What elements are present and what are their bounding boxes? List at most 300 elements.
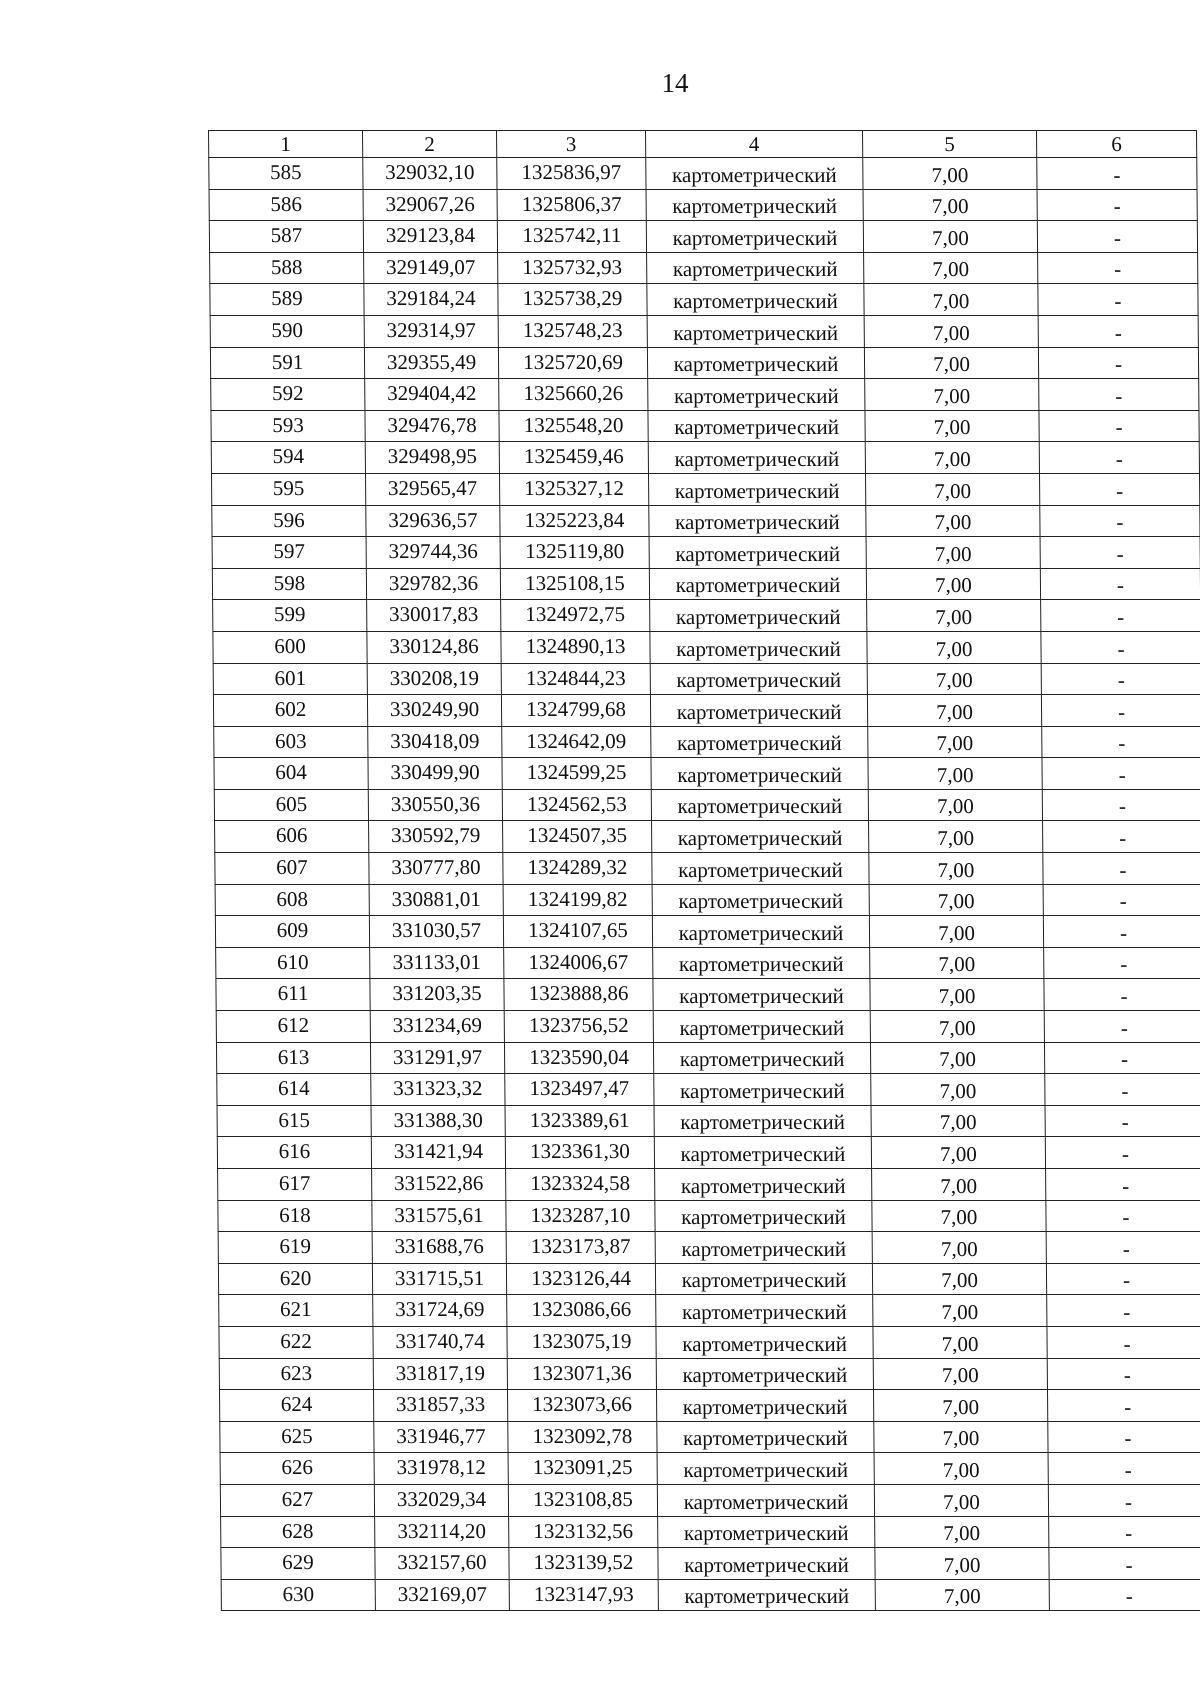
point-number-cell: 610 [216, 947, 370, 979]
x-coordinate-cell: 331857,33 [373, 1390, 507, 1422]
method-cell: картометрический [656, 1295, 873, 1327]
y-coordinate-cell: 1323073,66 [507, 1390, 656, 1422]
y-coordinate-cell: 1325660,26 [499, 379, 648, 411]
method-cell: картометрический [653, 1011, 870, 1043]
y-coordinate-cell: 1323888,86 [504, 979, 653, 1011]
x-coordinate-cell: 331421,94 [371, 1137, 505, 1169]
y-coordinate-cell: 1323389,61 [505, 1105, 654, 1137]
description-cell: - [1049, 1548, 1200, 1580]
y-coordinate-cell: 1323092,78 [508, 1421, 657, 1453]
y-coordinate-cell: 1323075,19 [507, 1326, 656, 1358]
method-cell: картометрический [650, 663, 867, 695]
method-cell: картометрический [655, 1263, 872, 1295]
accuracy-cell: 7,00 [871, 1105, 1045, 1137]
accuracy-cell: 7,00 [873, 1326, 1047, 1358]
method-cell: картометрический [647, 315, 864, 347]
method-cell: картометрический [657, 1453, 874, 1485]
table-row [218, 1169, 1200, 1201]
x-coordinate-cell: 330208,19 [367, 663, 501, 695]
y-coordinate-cell: 1324799,68 [501, 695, 650, 727]
description-cell: - [1048, 1453, 1200, 1485]
description-cell: - [1044, 979, 1200, 1011]
method-cell: картометрический [657, 1484, 874, 1516]
y-coordinate-cell: 1325806,37 [497, 189, 646, 221]
x-coordinate-cell: 331724,69 [373, 1295, 507, 1327]
method-cell: картометрический [656, 1358, 873, 1390]
x-coordinate-cell: 332169,07 [375, 1579, 509, 1611]
table-row [220, 1453, 1200, 1485]
point-number-cell: 588 [210, 252, 364, 284]
x-coordinate-cell: 329476,78 [365, 410, 499, 442]
table-row [214, 789, 1200, 821]
x-coordinate-cell: 331030,57 [369, 916, 503, 948]
y-coordinate-cell: 1323497,47 [505, 1074, 654, 1106]
table-header [209, 131, 1197, 158]
x-coordinate-cell: 330881,01 [369, 884, 503, 916]
table-row [216, 979, 1200, 1011]
y-coordinate-cell: 1324289,32 [503, 853, 652, 885]
x-coordinate-cell: 329404,42 [365, 379, 499, 411]
table-row [211, 410, 1199, 442]
description-cell: - [1049, 1516, 1200, 1548]
point-number-cell: 609 [215, 916, 369, 948]
table-row [210, 315, 1198, 347]
accuracy-cell: 7,00 [863, 189, 1037, 221]
table-row [219, 1358, 1200, 1390]
y-coordinate-cell: 1323139,52 [509, 1548, 658, 1580]
y-coordinate-cell: 1325108,15 [500, 568, 649, 600]
x-coordinate-cell: 329355,49 [364, 347, 498, 379]
accuracy-cell: 7,00 [872, 1200, 1046, 1232]
description-cell: - [1046, 1263, 1200, 1295]
description-cell: - [1048, 1484, 1200, 1516]
accuracy-cell: 7,00 [864, 284, 1038, 316]
point-number-cell: 605 [214, 789, 368, 821]
description-cell: - [1043, 853, 1200, 885]
point-number-cell: 607 [215, 853, 369, 885]
y-coordinate-cell: 1325742,11 [497, 221, 646, 253]
x-coordinate-cell: 329184,24 [364, 284, 498, 316]
y-coordinate-cell: 1325119,80 [500, 537, 649, 569]
y-coordinate-cell: 1324199,82 [503, 884, 652, 916]
y-coordinate-cell: 1323071,36 [507, 1358, 656, 1390]
method-cell: картометрический [648, 442, 865, 474]
table-row [210, 252, 1198, 284]
table-row [209, 221, 1197, 253]
description-cell: - [1046, 1232, 1200, 1264]
description-cell: - [1041, 631, 1200, 663]
y-coordinate-cell: 1323173,87 [506, 1232, 655, 1264]
column-header: 2 [363, 131, 497, 158]
point-number-cell: 613 [216, 1042, 370, 1074]
description-cell: - [1041, 600, 1200, 632]
accuracy-cell: 7,00 [870, 947, 1044, 979]
x-coordinate-cell: 329565,47 [365, 473, 499, 505]
x-coordinate-cell: 331946,77 [374, 1421, 508, 1453]
method-cell: картометрический [654, 1074, 871, 1106]
method-cell: картометрический [653, 947, 870, 979]
table-row [213, 631, 1200, 663]
point-number-cell: 628 [221, 1516, 375, 1548]
x-coordinate-cell: 331740,74 [373, 1326, 507, 1358]
point-number-cell: 612 [216, 1011, 370, 1043]
description-cell: - [1047, 1295, 1200, 1327]
point-number-cell: 603 [214, 726, 368, 758]
accuracy-cell: 7,00 [867, 663, 1041, 695]
accuracy-cell: 7,00 [869, 821, 1043, 853]
y-coordinate-cell: 1323756,52 [504, 1011, 653, 1043]
method-cell: картометрический [653, 1042, 870, 1074]
table-row [221, 1548, 1200, 1580]
method-cell: картометрический [654, 1105, 871, 1137]
description-cell: - [1041, 695, 1200, 727]
description-cell: - [1039, 473, 1199, 505]
x-coordinate-cell: 330592,79 [369, 821, 503, 853]
accuracy-cell: 7,00 [875, 1516, 1049, 1548]
x-coordinate-cell: 329149,07 [364, 252, 498, 284]
accuracy-cell: 7,00 [867, 695, 1041, 727]
description-cell: - [1040, 505, 1200, 537]
method-cell: картометрический [655, 1200, 872, 1232]
accuracy-cell: 7,00 [873, 1295, 1047, 1327]
table-row [216, 947, 1200, 979]
table-row [217, 1074, 1200, 1106]
x-coordinate-cell: 329636,57 [366, 505, 500, 537]
description-cell: - [1047, 1358, 1200, 1390]
method-cell: картометрический [651, 789, 868, 821]
table-row [215, 916, 1200, 948]
description-cell: - [1044, 947, 1200, 979]
table-row [214, 726, 1200, 758]
accuracy-cell: 7,00 [869, 916, 1043, 948]
x-coordinate-cell: 329744,36 [366, 537, 500, 569]
y-coordinate-cell: 1323590,04 [504, 1042, 653, 1074]
y-coordinate-cell: 1323132,56 [509, 1516, 658, 1548]
point-number-cell: 589 [210, 284, 364, 316]
accuracy-cell: 7,00 [864, 347, 1038, 379]
point-number-cell: 593 [211, 410, 365, 442]
accuracy-cell: 7,00 [869, 853, 1043, 885]
accuracy-cell: 7,00 [872, 1232, 1046, 1264]
x-coordinate-cell: 331133,01 [370, 947, 504, 979]
y-coordinate-cell: 1325738,29 [498, 284, 647, 316]
description-cell: - [1038, 315, 1198, 347]
accuracy-cell: 7,00 [866, 537, 1040, 569]
table-row [214, 758, 1200, 790]
accuracy-cell: 7,00 [873, 1358, 1047, 1390]
y-coordinate-cell: 1323361,30 [505, 1137, 654, 1169]
accuracy-cell: 7,00 [864, 252, 1038, 284]
y-coordinate-cell: 1324642,09 [502, 726, 651, 758]
table-row [216, 1011, 1200, 1043]
table-row [219, 1295, 1200, 1327]
x-coordinate-cell: 332029,34 [374, 1484, 508, 1516]
header-row [209, 131, 1197, 158]
method-cell: картометрический [647, 347, 864, 379]
x-coordinate-cell: 331688,76 [372, 1232, 506, 1264]
description-cell: - [1042, 726, 1200, 758]
description-cell: - [1045, 1137, 1200, 1169]
table-row [217, 1137, 1200, 1169]
table-row [221, 1516, 1200, 1548]
method-cell: картометрический [648, 410, 865, 442]
description-cell: - [1043, 916, 1200, 948]
x-coordinate-cell: 330124,86 [367, 631, 501, 663]
method-cell: картометрический [652, 853, 869, 885]
accuracy-cell: 7,00 [868, 726, 1042, 758]
point-number-cell: 590 [210, 315, 364, 347]
point-number-cell: 616 [217, 1137, 371, 1169]
y-coordinate-cell: 1323147,93 [509, 1579, 658, 1611]
method-cell: картометрический [658, 1548, 875, 1580]
point-number-cell: 597 [212, 537, 366, 569]
column-header: 5 [863, 131, 1037, 158]
y-coordinate-cell: 1325327,12 [499, 473, 648, 505]
x-coordinate-cell: 330550,36 [368, 789, 502, 821]
y-coordinate-cell: 1325223,84 [500, 505, 649, 537]
table-row [215, 821, 1200, 853]
point-number-cell: 622 [219, 1326, 373, 1358]
y-coordinate-cell: 1324006,67 [504, 947, 653, 979]
x-coordinate-cell: 330418,09 [368, 726, 502, 758]
point-number-cell: 617 [218, 1169, 372, 1201]
x-coordinate-cell: 332114,20 [375, 1516, 509, 1548]
method-cell: картометрический [652, 884, 869, 916]
y-coordinate-cell: 1324562,53 [502, 789, 651, 821]
x-coordinate-cell: 329782,36 [366, 568, 500, 600]
accuracy-cell: 7,00 [867, 600, 1041, 632]
accuracy-cell: 7,00 [865, 410, 1039, 442]
accuracy-cell: 7,00 [864, 315, 1038, 347]
x-coordinate-cell: 332157,60 [375, 1548, 509, 1580]
y-coordinate-cell: 1323126,44 [506, 1263, 655, 1295]
method-cell: картометрический [647, 284, 864, 316]
accuracy-cell: 7,00 [874, 1421, 1048, 1453]
x-coordinate-cell: 331234,69 [370, 1011, 504, 1043]
table-row [209, 158, 1197, 190]
accuracy-cell: 7,00 [866, 568, 1040, 600]
x-coordinate-cell: 331575,61 [372, 1200, 506, 1232]
description-cell: - [1041, 663, 1200, 695]
table-row [218, 1263, 1200, 1295]
method-cell: картометрический [654, 1137, 871, 1169]
accuracy-cell: 7,00 [872, 1263, 1046, 1295]
accuracy-cell: 7,00 [865, 473, 1039, 505]
point-number-cell: 594 [211, 442, 365, 474]
description-cell: - [1046, 1200, 1200, 1232]
coordinates-table [208, 130, 1200, 1611]
x-coordinate-cell: 331203,35 [370, 979, 504, 1011]
description-cell: - [1038, 347, 1198, 379]
y-coordinate-cell: 1324507,35 [503, 821, 652, 853]
method-cell: картометрический [650, 631, 867, 663]
accuracy-cell: 7,00 [870, 979, 1044, 1011]
x-coordinate-cell: 330017,83 [367, 600, 501, 632]
description-cell: - [1039, 379, 1199, 411]
y-coordinate-cell: 1323287,10 [506, 1200, 655, 1232]
point-number-cell: 600 [213, 631, 367, 663]
description-cell: - [1047, 1326, 1200, 1358]
point-number-cell: 596 [212, 505, 366, 537]
y-coordinate-cell: 1325720,69 [498, 347, 647, 379]
table-row [216, 1042, 1200, 1074]
description-cell: - [1047, 1390, 1200, 1422]
point-number-cell: 626 [220, 1453, 374, 1485]
point-number-cell: 608 [215, 884, 369, 916]
x-coordinate-cell: 331388,30 [371, 1105, 505, 1137]
table-row [211, 379, 1199, 411]
description-cell: - [1046, 1169, 1200, 1201]
table-row [218, 1232, 1200, 1264]
x-coordinate-cell: 329032,10 [363, 158, 497, 190]
accuracy-cell: 7,00 [872, 1169, 1046, 1201]
description-cell: - [1044, 1042, 1200, 1074]
y-coordinate-cell: 1324599,25 [502, 758, 651, 790]
description-cell: - [1038, 284, 1198, 316]
accuracy-cell: 7,00 [874, 1484, 1048, 1516]
point-number-cell: 619 [218, 1232, 372, 1264]
point-number-cell: 604 [214, 758, 368, 790]
point-number-cell: 598 [212, 568, 366, 600]
description-cell: - [1039, 442, 1199, 474]
table-row [210, 347, 1198, 379]
method-cell: картометрический [656, 1390, 873, 1422]
method-cell: картометрический [655, 1169, 872, 1201]
column-header: 1 [209, 131, 363, 158]
point-number-cell: 629 [221, 1548, 375, 1580]
x-coordinate-cell: 330777,80 [369, 853, 503, 885]
point-number-cell: 601 [213, 663, 367, 695]
description-cell: - [1037, 158, 1197, 190]
table-row [212, 537, 1200, 569]
x-coordinate-cell: 329123,84 [363, 221, 497, 253]
method-cell: картометрический [658, 1579, 875, 1611]
method-cell: картометрический [658, 1516, 875, 1548]
y-coordinate-cell: 1324890,13 [501, 631, 650, 663]
table-row [210, 284, 1198, 316]
accuracy-cell: 7,00 [867, 631, 1041, 663]
accuracy-cell: 7,00 [866, 505, 1040, 537]
table-row [213, 663, 1200, 695]
table-row [215, 853, 1200, 885]
point-number-cell: 595 [211, 473, 365, 505]
description-cell: - [1037, 189, 1197, 221]
description-cell: - [1042, 789, 1200, 821]
x-coordinate-cell: 331522,86 [372, 1169, 506, 1201]
method-cell: картометрический [652, 821, 869, 853]
accuracy-cell: 7,00 [869, 884, 1043, 916]
method-cell: картометрический [649, 568, 866, 600]
table-row [213, 695, 1200, 727]
y-coordinate-cell: 1324972,75 [501, 600, 650, 632]
column-header: 3 [497, 131, 646, 158]
point-number-cell: 620 [218, 1263, 372, 1295]
table-row [213, 600, 1200, 632]
table-row [220, 1484, 1200, 1516]
table-row [211, 473, 1199, 505]
table-row [211, 442, 1199, 474]
point-number-cell: 585 [209, 158, 363, 190]
x-coordinate-cell: 331978,12 [374, 1453, 508, 1485]
y-coordinate-cell: 1324107,65 [503, 916, 652, 948]
accuracy-cell: 7,00 [875, 1579, 1049, 1611]
description-cell: - [1045, 1105, 1200, 1137]
y-coordinate-cell: 1325548,20 [499, 410, 648, 442]
accuracy-cell: 7,00 [868, 758, 1042, 790]
description-cell: - [1045, 1074, 1200, 1106]
y-coordinate-cell: 1325748,23 [498, 315, 647, 347]
point-number-cell: 615 [217, 1105, 371, 1137]
accuracy-cell: 7,00 [868, 789, 1042, 821]
y-coordinate-cell: 1324844,23 [501, 663, 650, 695]
table-row [217, 1105, 1200, 1137]
y-coordinate-cell: 1323324,58 [506, 1169, 655, 1201]
table-row [221, 1579, 1200, 1611]
accuracy-cell: 7,00 [870, 1011, 1044, 1043]
accuracy-cell: 7,00 [863, 221, 1037, 253]
method-cell: картометрический [646, 189, 863, 221]
method-cell: картометрический [656, 1326, 873, 1358]
method-cell: картометрический [651, 758, 868, 790]
point-number-cell: 611 [216, 979, 370, 1011]
method-cell: картометрический [646, 158, 863, 190]
description-cell: - [1049, 1579, 1200, 1611]
y-coordinate-cell: 1323086,66 [507, 1295, 656, 1327]
table-row [219, 1326, 1200, 1358]
column-header: 6 [1037, 131, 1197, 158]
method-cell: картометрический [646, 221, 863, 253]
point-number-cell: 599 [213, 600, 367, 632]
point-number-cell: 627 [220, 1484, 374, 1516]
column-header: 4 [646, 131, 863, 158]
accuracy-cell: 7,00 [875, 1548, 1049, 1580]
method-cell: картометрический [647, 252, 864, 284]
method-cell: картометрический [649, 537, 866, 569]
accuracy-cell: 7,00 [863, 158, 1037, 190]
x-coordinate-cell: 329314,97 [364, 315, 498, 347]
method-cell: картометрический [650, 695, 867, 727]
accuracy-cell: 7,00 [874, 1453, 1048, 1485]
table-row [219, 1390, 1200, 1422]
x-coordinate-cell: 330499,90 [368, 758, 502, 790]
method-cell: картометрический [649, 505, 866, 537]
description-cell: - [1040, 537, 1200, 569]
x-coordinate-cell: 329498,95 [365, 442, 499, 474]
point-number-cell: 618 [218, 1200, 372, 1232]
point-number-cell: 621 [219, 1295, 373, 1327]
description-cell: - [1038, 252, 1198, 284]
table-row [218, 1200, 1200, 1232]
point-number-cell: 587 [209, 221, 363, 253]
accuracy-cell: 7,00 [870, 1042, 1044, 1074]
table-row [212, 505, 1200, 537]
accuracy-cell: 7,00 [871, 1074, 1045, 1106]
table-row [209, 189, 1197, 221]
x-coordinate-cell: 331817,19 [373, 1358, 507, 1390]
y-coordinate-cell: 1325836,97 [497, 158, 646, 190]
point-number-cell: 614 [217, 1074, 371, 1106]
description-cell: - [1044, 1011, 1200, 1043]
method-cell: картометрический [657, 1421, 874, 1453]
point-number-cell: 623 [219, 1358, 373, 1390]
description-cell: - [1048, 1421, 1200, 1453]
description-cell: - [1043, 821, 1200, 853]
table-body [209, 158, 1200, 1611]
point-number-cell: 624 [219, 1390, 373, 1422]
x-coordinate-cell: 331323,32 [371, 1074, 505, 1106]
method-cell: картометрический [653, 979, 870, 1011]
y-coordinate-cell: 1325732,93 [498, 252, 647, 284]
